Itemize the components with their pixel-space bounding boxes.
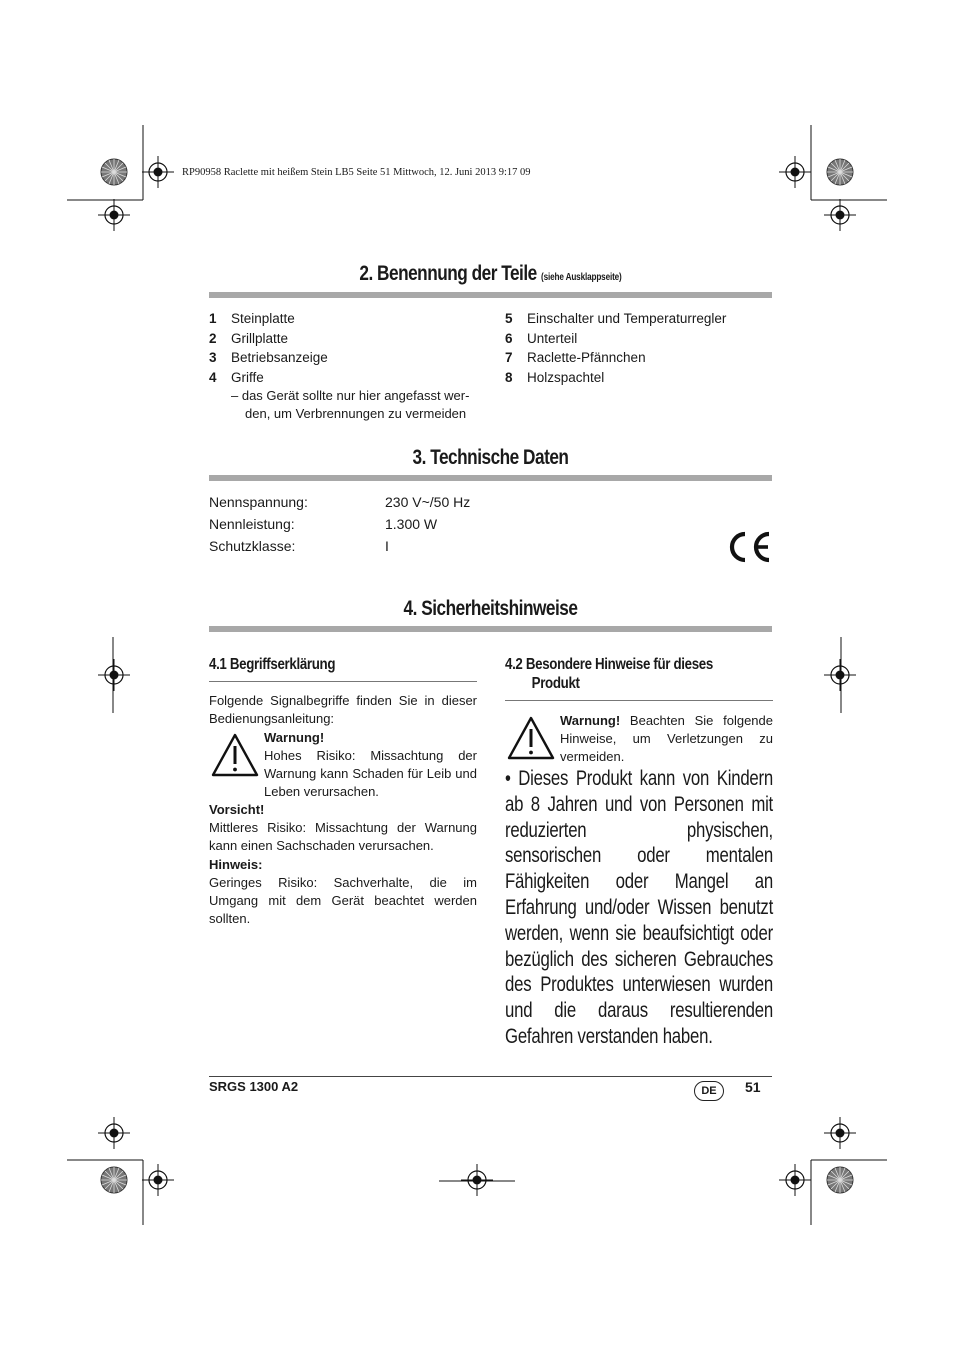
section-3-title: 3. Technische Daten [412,446,569,469]
subsection-4-2-title-line-2: Produkt [531,675,580,692]
parts-list-left [209,309,489,423]
note-text: Geringes Risiko: Sachverhalte, die im Umgang mit dem Gerät beachtet werden sollten. [209,875,477,926]
product-warning-text [560,712,773,766]
griffe-note-line-2: den, um Verbrennungen zu vermeiden [245,406,467,421]
print-header: RP90958 Raclette mit heißem Stein LB5 Seite 51 Mittwoch, 12. Juni 2013 9:17 09 [182,167,531,178]
list-item: 2 Grillplatte [209,330,289,346]
section-2-title-text: 2. Benennung der Teile [359,262,537,285]
children-safety-bullet-text: • Dieses Produkt kann von Kindern ab 8 Jahren und von Personen mit reduzierten physischen, sensorischen oder mentalen Fähigkeiten oder Mangel an Erfahrung und/oder Wissen benutzt werden, wenn sie beaufsichtigt oder bezüglich des sicheren Gebrauches des Produktes unterwiesen wurden und die daraus resultierenden Gefahren verstanden haben. [505,767,773,1048]
parts-list-right [505,309,772,387]
subsection-4-1-title: 4.1 Begriffserklärung [209,656,336,673]
section-4-divider [209,626,772,632]
warning-text: Hohes Risiko: Missachtung der Warnung kann Schaden für Leib und Leben verursachen. [264,748,477,799]
subsection-4-2-title [505,655,713,693]
subsection-4-2-rule [505,700,773,701]
ce-mark-icon [727,530,773,564]
table-row: Nennspannung: 230 V~/50 Hz [209,494,471,510]
subsection-4-2-title-line-1: 4.2 Besondere Hinweise für dieses [505,656,713,673]
table-row: Nennleistung: 1.300 W [209,516,438,532]
page-number: 51 [745,1079,761,1095]
tech-data-table [209,491,470,557]
product-warning-label: Warnung! [560,713,621,728]
subsection-4-1-rule [209,681,477,682]
list-item: 6 Unterteil [505,330,578,346]
caution-label: Vorsicht! [209,802,265,817]
list-item: 8 Holzspachtel [505,369,605,385]
note-label: Hinweis: [209,857,263,872]
section-2-divider [209,292,772,298]
list-item: 5 Einschalter und Temperaturregler [505,311,727,326]
list-item: 7 Raclette-Pfännchen [505,350,646,365]
section-2-title-suffix: (siehe Ausklappseite) [541,272,622,283]
list-item: 1 Steinplatte [209,311,295,326]
list-item: 4 Griffe [209,369,264,385]
warning-triangle-icon [210,732,260,778]
section-3-divider [209,475,772,481]
list-item: 3 Betriebsanzeige [209,350,328,365]
children-safety-bullet [505,766,773,1050]
warning-triangle-icon [506,715,556,761]
footer-rule [209,1076,772,1077]
signal-terms-intro: Folgende Signalbegriffe finden Sie in dieser Bedienungsanleitung: [209,693,477,726]
griffe-note-line-1: – das Gerät sollte nur hier angefasst wer- [231,388,470,403]
footer-model: SRGS 1300 A2 [209,1079,299,1094]
warning-label: Warnung! [264,730,325,745]
caution-text: Mittleres Risiko: Missachtung der Warnung kann einen Sachschaden verursachen. [209,820,477,853]
table-row: Schutzklasse: I [209,538,389,554]
section-2-title [260,262,722,286]
product-warning-body: Beachten Sie folgende Hinweise, um Verletzungen zu vermeiden. [560,713,773,764]
language-badge: DE [694,1081,724,1101]
section-4-title: 4. Sicherheitshinweise [403,597,578,620]
